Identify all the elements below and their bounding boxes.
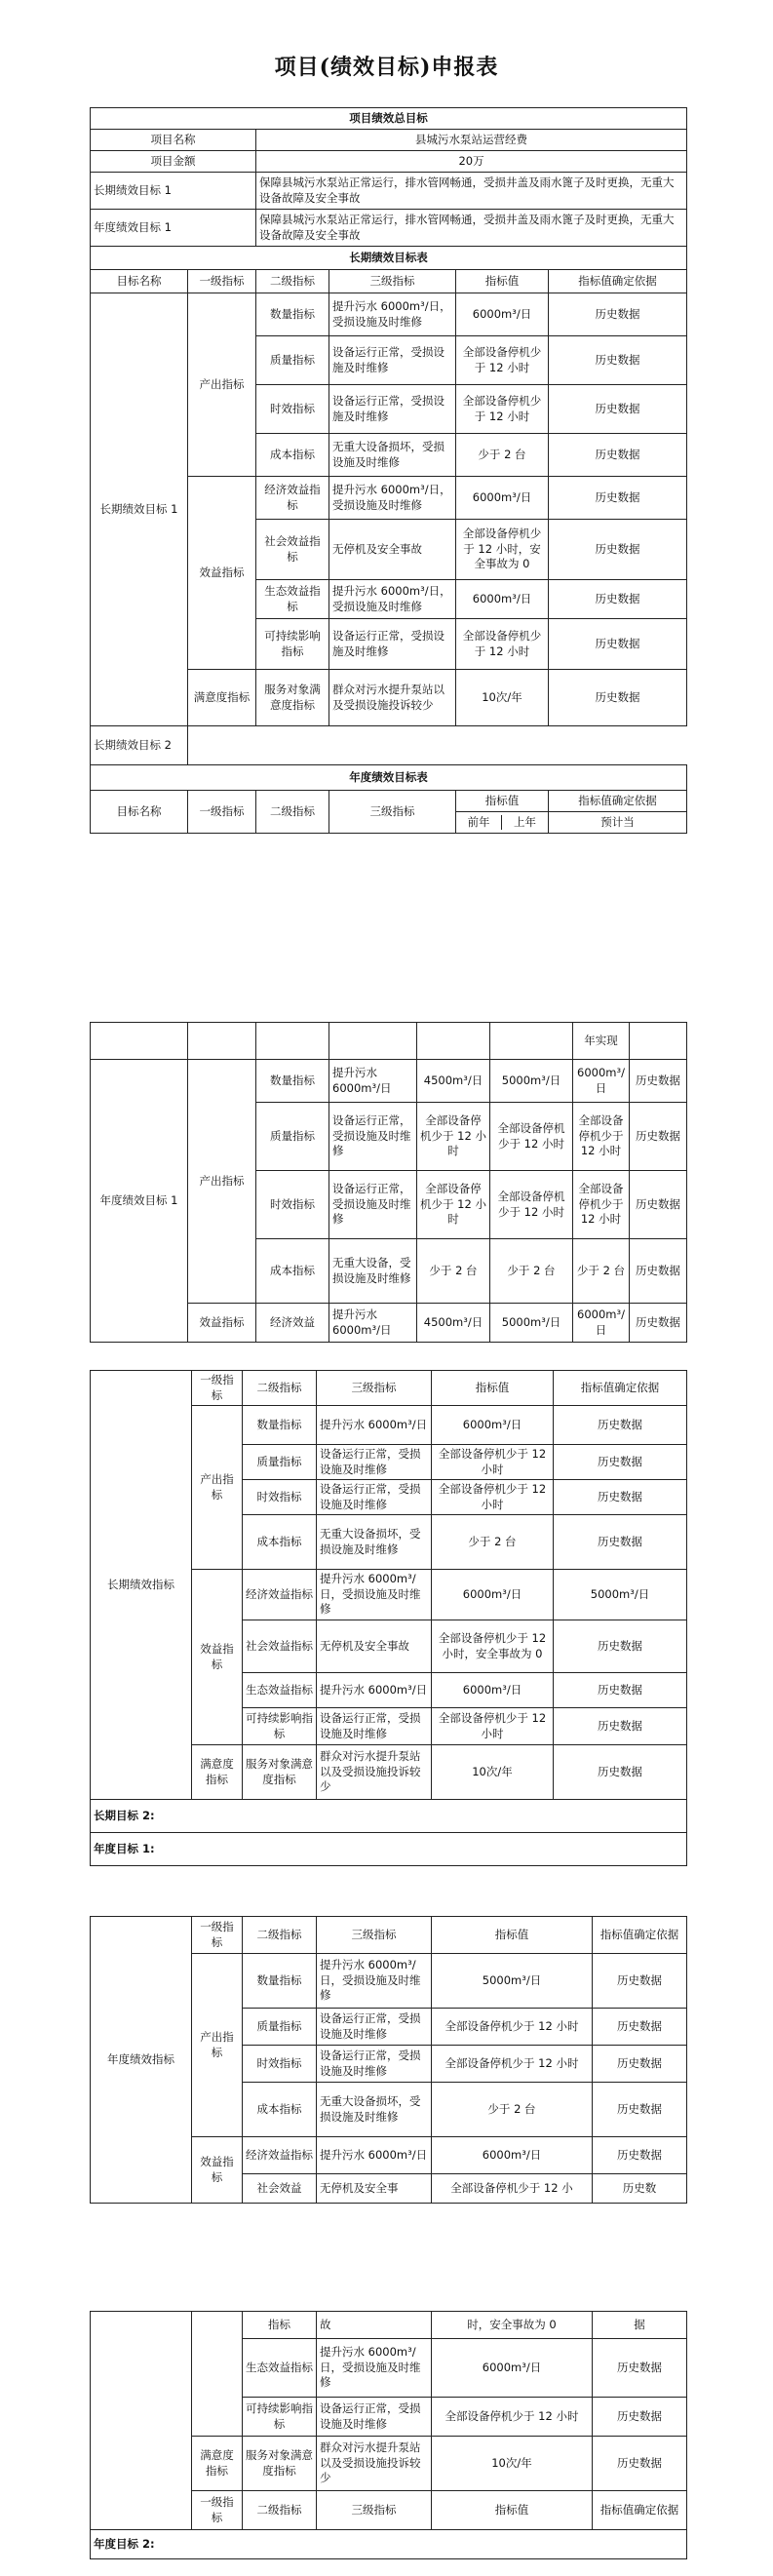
long-table-title: 长期绩效目标表 — [91, 247, 687, 270]
header-l1: 一级指标 — [188, 270, 256, 293]
header-l1: 一级指标 — [192, 2491, 243, 2530]
l2-cell: 生态效益指标 — [243, 1673, 317, 1708]
l3-cell: 设备运行正常，受损设施及时维修 — [317, 1708, 432, 1745]
basis-cell: 历史数据 — [554, 1745, 687, 1800]
year-indicator-name: 年度绩效指标 — [91, 1917, 192, 2204]
basis-cell: 历史数据 — [549, 385, 687, 434]
year-table-title: 年度绩效目标表 — [91, 765, 687, 791]
l2-cell: 经济效益指标 — [256, 477, 329, 520]
basis-cell: 历史数据 — [549, 293, 687, 336]
value-cell: 6000m³/日 — [432, 1406, 554, 1445]
l2-cell: 经济效益指标 — [243, 1570, 317, 1620]
basis-cell: 历史数据 — [549, 670, 687, 726]
header-value: 指标值 — [432, 1371, 554, 1406]
l2-cell: 社会效益指标 — [256, 520, 329, 580]
header-l1: 一级指标 — [192, 1371, 243, 1406]
header-target-name: 目标名称 — [91, 791, 188, 834]
l3-cell: 提升污水 6000m³/日，受损设施及时维修 — [329, 580, 456, 619]
benefit-indicator: 效益指标 — [192, 1570, 243, 1745]
l2-cell: 生态效益指标 — [243, 2339, 317, 2398]
sub-header-prev: 前年 — [456, 815, 502, 831]
prev-value: 4500m³/日 — [417, 1304, 490, 1343]
value-cell: 全部设备停机少于 12 小 — [432, 2174, 593, 2204]
l2-cell: 经济效益 — [256, 1304, 329, 1343]
header-value: 指标值 — [432, 1917, 593, 1954]
project-amount-label: 项目金额 — [91, 151, 256, 173]
header-l2: 二级指标 — [243, 2491, 317, 2530]
last-value: 5000m³/日 — [490, 1304, 573, 1343]
l3-cell: 提升污水 6000m³/日 — [317, 1406, 432, 1445]
benefit-indicator: 效益指标 — [188, 477, 256, 670]
l3-cell: 提升污水 6000m³/日，受损设施及时维修 — [329, 477, 456, 520]
header-l2: 二级指标 — [256, 270, 329, 293]
output-indicator: 产出指标 — [192, 1406, 243, 1570]
l3-cell: 设备运行正常，受损设施及时维修 — [329, 1171, 417, 1239]
l2-cell: 经济效益指标 — [243, 2137, 317, 2174]
overall-section-title: 项目绩效总目标 — [91, 108, 687, 130]
value-cell: 6000m³/日 — [432, 1673, 554, 1708]
l3-cell: 群众对污水提升泵站以及受损设施投诉较少 — [317, 1745, 432, 1800]
basis-cell: 历史数据 — [554, 1673, 687, 1708]
l2-cell: 指标 — [243, 2312, 317, 2339]
basis-cell: 历史数据 — [593, 1954, 687, 2009]
value-cell: 全部设备停机少于 12 小时 — [432, 1445, 554, 1480]
value-cell: 全部设备停机少于 12 小时 — [432, 2009, 593, 2046]
long-target-2-row: 长期目标 2: — [91, 1800, 687, 1833]
value-cell: 10次/年 — [432, 2437, 593, 2491]
basis-cell: 历史数据 — [549, 580, 687, 619]
value-cell: 全部设备停机少于 12 小时 — [432, 1708, 554, 1745]
l2-cell: 时效指标 — [243, 1480, 317, 1515]
basis-cell: 据 — [593, 2312, 687, 2339]
year-target-name: 年度绩效目标 1 — [91, 1060, 188, 1343]
basis-cell: 历史数据 — [549, 336, 687, 385]
l3-cell: 提升污水 6000m³/日，受损设施及时维修 — [317, 1954, 432, 2009]
page-title: 项目(绩效目标)申报表 — [274, 55, 499, 80]
value-cell: 6000m³/日 — [432, 1570, 554, 1620]
l2-cell: 时效指标 — [256, 1171, 329, 1239]
value-cell: 5000m³/日 — [432, 1954, 593, 2009]
last-value: 少于 2 台 — [490, 1239, 573, 1304]
year-goal-label: 年度绩效目标 1 — [91, 210, 256, 247]
project-name-value: 县城污水泵站运营经费 — [256, 130, 687, 151]
l2-cell: 质量指标 — [243, 2009, 317, 2046]
value-cell: 10次/年 — [456, 670, 549, 726]
l2-cell: 质量指标 — [256, 1103, 329, 1171]
l2-cell: 数量指标 — [243, 1954, 317, 2009]
basis-cell: 历史数据 — [630, 1103, 687, 1171]
value-cell: 全部设备停机少于 12 小时 — [456, 619, 549, 670]
header-l2: 二级指标 — [243, 1917, 317, 1954]
output-indicator: 产出指标 — [192, 1954, 243, 2137]
l3-cell: 设备运行正常，受损设施及时维修 — [317, 2009, 432, 2046]
value-cell: 全部设备停机少于 12 小时，安全事故为 0 — [432, 1620, 554, 1673]
year-target-1-row: 年度目标 1: — [91, 1833, 687, 1866]
l3-cell: 设备运行正常，受损设施及时维修 — [317, 1445, 432, 1480]
value-cell: 10次/年 — [432, 1745, 554, 1800]
basis-cell: 历史数 — [593, 2174, 687, 2204]
l2-cell: 可持续影响指标 — [243, 1708, 317, 1745]
satisfaction-indicator: 满意度指标 — [188, 670, 256, 726]
value-cell: 6000m³/日 — [456, 580, 549, 619]
l3-cell: 群众对污水提升泵站以及受损设施投诉较少 — [317, 2437, 432, 2491]
long-target-name: 长期绩效目标 1 — [91, 293, 188, 726]
header-l1: 一级指标 — [188, 791, 256, 834]
l2-cell: 质量指标 — [256, 336, 329, 385]
basis-cell: 历史数据 — [549, 434, 687, 477]
l3-cell: 设备运行正常，受损设施及时维修 — [329, 619, 456, 670]
l2-cell: 可持续影响指标 — [243, 2398, 317, 2437]
l3-cell: 无停机及安全事故 — [329, 520, 456, 580]
header-l3: 三级指标 — [317, 1371, 432, 1406]
year-target-2-row: 年度目标 2: — [91, 2530, 687, 2559]
long-goal-value: 保障县城污水泵站正常运行，排水管网畅通，受损井盖及雨水篦子及时更换，无重大设备故障及安全事故 — [256, 173, 687, 210]
basis-cell: 历史数据 — [630, 1304, 687, 1343]
header-value: 指标值 — [456, 791, 549, 812]
basis-cell: 历史数据 — [593, 2437, 687, 2491]
l3-cell: 提升污水 6000m³/日 — [317, 1673, 432, 1708]
long-indicator-table — [90, 1370, 687, 1866]
overall-table — [90, 107, 687, 834]
basis-cell: 历史数据 — [593, 2137, 687, 2174]
value-cell: 时，安全事故为 0 — [432, 2312, 593, 2339]
l3-cell: 设备运行正常，受损设施及时维修 — [329, 1103, 417, 1171]
l2-cell: 成本指标 — [256, 434, 329, 477]
l3-cell: 提升污水 6000m³/日 — [329, 1304, 417, 1343]
year-indicator-table — [90, 1916, 687, 2204]
l3-cell: 提升污水 6000m³/日 — [317, 2137, 432, 2174]
l2-cell: 质量指标 — [243, 1445, 317, 1480]
l2-cell: 成本指标 — [256, 1239, 329, 1304]
project-name-label: 项目名称 — [91, 130, 256, 151]
header-basis: 指标值确定依据 — [554, 1371, 687, 1406]
header-l1: 一级指标 — [192, 1917, 243, 1954]
l3-cell: 设备运行正常，受损设施及时维修 — [329, 336, 456, 385]
l2-cell: 成本指标 — [243, 1515, 317, 1570]
benefit-indicator: 效益指标 — [188, 1304, 256, 1343]
l2-cell: 服务对象满意度指标 — [243, 1745, 317, 1800]
value-cell: 全部设备停机少于 12 小时 — [432, 2046, 593, 2083]
year-table-cont — [90, 1022, 687, 1343]
value-cell: 全部设备停机少于 12 小时 — [432, 2398, 593, 2437]
basis-cell: 历史数据 — [554, 1406, 687, 1445]
header-basis: 指标值确定依据 — [549, 791, 687, 812]
prev-value: 全部设备停机少于 12 小时 — [417, 1171, 490, 1239]
benefit-indicator: 效益指标 — [192, 2137, 243, 2204]
value-cell: 6000m³/日 — [456, 477, 549, 520]
l3-cell: 无重大设备损坏，受损设施及时维修 — [329, 434, 456, 477]
l3-cell: 设备运行正常，受损设施及时维修 — [317, 2046, 432, 2083]
basis-cell: 历史数据 — [554, 1515, 687, 1570]
basis-cell: 历史数据 — [593, 2339, 687, 2398]
value-cell: 少于 2 台 — [432, 2083, 593, 2137]
long-goal-label: 长期绩效目标 1 — [91, 173, 256, 210]
l3-cell: 故 — [317, 2312, 432, 2339]
l3-cell: 提升污水 6000m³/日 — [329, 1060, 417, 1103]
value-cell: 全部设备停机少于 12 小时 — [456, 336, 549, 385]
l2-cell: 成本指标 — [243, 2083, 317, 2137]
basis-cell: 历史数据 — [554, 1445, 687, 1480]
value-cell: 6000m³/日 — [432, 2339, 593, 2398]
header-l2: 二级指标 — [256, 791, 329, 834]
current-value: 6000m³/日 — [573, 1060, 630, 1103]
output-indicator: 产出指标 — [188, 293, 256, 477]
basis-cell: 历史数据 — [593, 2083, 687, 2137]
basis-cell: 历史数据 — [549, 520, 687, 580]
basis-cell: 历史数据 — [549, 619, 687, 670]
year-goal-value: 保障县城污水泵站正常运行，排水管网畅通，受损井盖及雨水篦子及时更换，无重大设备故障及安全事故 — [256, 210, 687, 247]
l2-cell: 社会效益指标 — [243, 1620, 317, 1673]
l3-cell: 设备运行正常，受损设施及时维修 — [317, 1480, 432, 1515]
current-value: 6000m³/日 — [573, 1304, 630, 1343]
value-cell: 全部设备停机少于 12 小时 — [456, 385, 549, 434]
l3-cell: 无重大设备损坏，受损设施及时维修 — [317, 2083, 432, 2137]
l2-cell: 数量指标 — [256, 293, 329, 336]
basis-cell: 历史数据 — [630, 1060, 687, 1103]
l3-cell: 无重大设备，受损设施及时维修 — [329, 1239, 417, 1304]
satisfaction-indicator: 满意度指标 — [192, 2437, 243, 2491]
output-indicator: 产出指标 — [188, 1060, 256, 1304]
basis-cell: 历史数据 — [554, 1620, 687, 1673]
prev-value: 少于 2 台 — [417, 1239, 490, 1304]
header-basis: 指标值确定依据 — [593, 1917, 687, 1954]
l3-cell: 提升污水 6000m³/日，受损设施及时维修 — [317, 2339, 432, 2398]
header-l3: 三级指标 — [317, 2491, 432, 2530]
value-cell: 少于 2 台 — [456, 434, 549, 477]
header-l3: 三级指标 — [317, 1917, 432, 1954]
l3-cell: 群众对污水提升泵站以及受损设施投诉较少 — [329, 670, 456, 726]
basis-cell: 历史数据 — [630, 1171, 687, 1239]
l3-cell: 设备运行正常，受损设施及时维修 — [317, 2398, 432, 2437]
l3-cell: 提升污水 6000m³/日，受损设施及时维修 — [329, 293, 456, 336]
header-value: 指标值 — [432, 2491, 593, 2530]
l3-cell: 设备运行正常，受损设施及时维修 — [329, 385, 456, 434]
satisfaction-indicator: 满意度指标 — [192, 1745, 243, 1800]
last-value: 5000m³/日 — [490, 1060, 573, 1103]
l2-cell: 社会效益 — [243, 2174, 317, 2204]
last-value: 全部设备停机少于 12 小时 — [490, 1171, 573, 1239]
basis-cell: 历史数据 — [593, 2398, 687, 2437]
basis-cell: 历史数据 — [630, 1239, 687, 1304]
l2-cell: 数量指标 — [243, 1406, 317, 1445]
sub-header-current: 预计当 — [549, 812, 687, 834]
value-cell: 6000m³/日 — [432, 2137, 593, 2174]
current-value: 全部设备停机少于 12 小时 — [573, 1171, 630, 1239]
header-current-year: 年实现 — [573, 1023, 630, 1060]
project-amount-value: 20万 — [256, 151, 687, 173]
last-value: 全部设备停机少于 12 小时 — [490, 1103, 573, 1171]
long-indicator-name: 长期绩效指标 — [91, 1371, 192, 1800]
l3-cell: 无停机及安全事故 — [317, 1620, 432, 1673]
header-l3: 三级指标 — [329, 270, 456, 293]
value-cell: 全部设备停机少于 12 小时，安全事故为 0 — [456, 520, 549, 580]
long-target-2: 长期绩效目标 2 — [91, 726, 188, 765]
prev-value: 4500m³/日 — [417, 1060, 490, 1103]
l2-cell: 服务对象满意度指标 — [243, 2437, 317, 2491]
prev-value: 全部设备停机少于 12 小时 — [417, 1103, 490, 1171]
l3-cell: 无停机及安全事 — [317, 2174, 432, 2204]
basis-cell: 历史数据 — [593, 2046, 687, 2083]
header-l2: 二级指标 — [243, 1371, 317, 1406]
basis-cell: 历史数据 — [554, 1708, 687, 1745]
l2-cell: 生态效益指标 — [256, 580, 329, 619]
l2-cell: 可持续影响指标 — [256, 619, 329, 670]
basis-cell: 历史数据 — [549, 477, 687, 520]
l3-cell: 无重大设备损坏，受损设施及时维修 — [317, 1515, 432, 1570]
header-l3: 三级指标 — [329, 791, 456, 834]
l2-cell: 服务对象满意度指标 — [256, 670, 329, 726]
sub-header-last: 上年 — [514, 814, 536, 829]
l2-cell: 时效指标 — [256, 385, 329, 434]
basis-cell: 历史数据 — [554, 1480, 687, 1515]
l2-cell: 数量指标 — [256, 1060, 329, 1103]
basis-cell: 历史数据 — [593, 2009, 687, 2046]
basis-cell: 5000m³/日 — [554, 1570, 687, 1620]
l2-cell: 时效指标 — [243, 2046, 317, 2083]
value-cell: 6000m³/日 — [456, 293, 549, 336]
value-cell: 少于 2 台 — [432, 1515, 554, 1570]
header-basis: 指标值确定依据 — [549, 270, 687, 293]
value-cell: 全部设备停机少于 12 小时 — [432, 1480, 554, 1515]
header-value: 指标值 — [456, 270, 549, 293]
current-value: 全部设备停机少于 12 小时 — [573, 1103, 630, 1171]
l3-cell: 提升污水 6000m³/日，受损设施及时维修 — [317, 1570, 432, 1620]
current-value: 少于 2 台 — [573, 1239, 630, 1304]
year-indicator-table-cont — [90, 2311, 687, 2559]
header-basis: 指标值确定依据 — [593, 2491, 687, 2530]
header-target-name: 目标名称 — [91, 270, 188, 293]
